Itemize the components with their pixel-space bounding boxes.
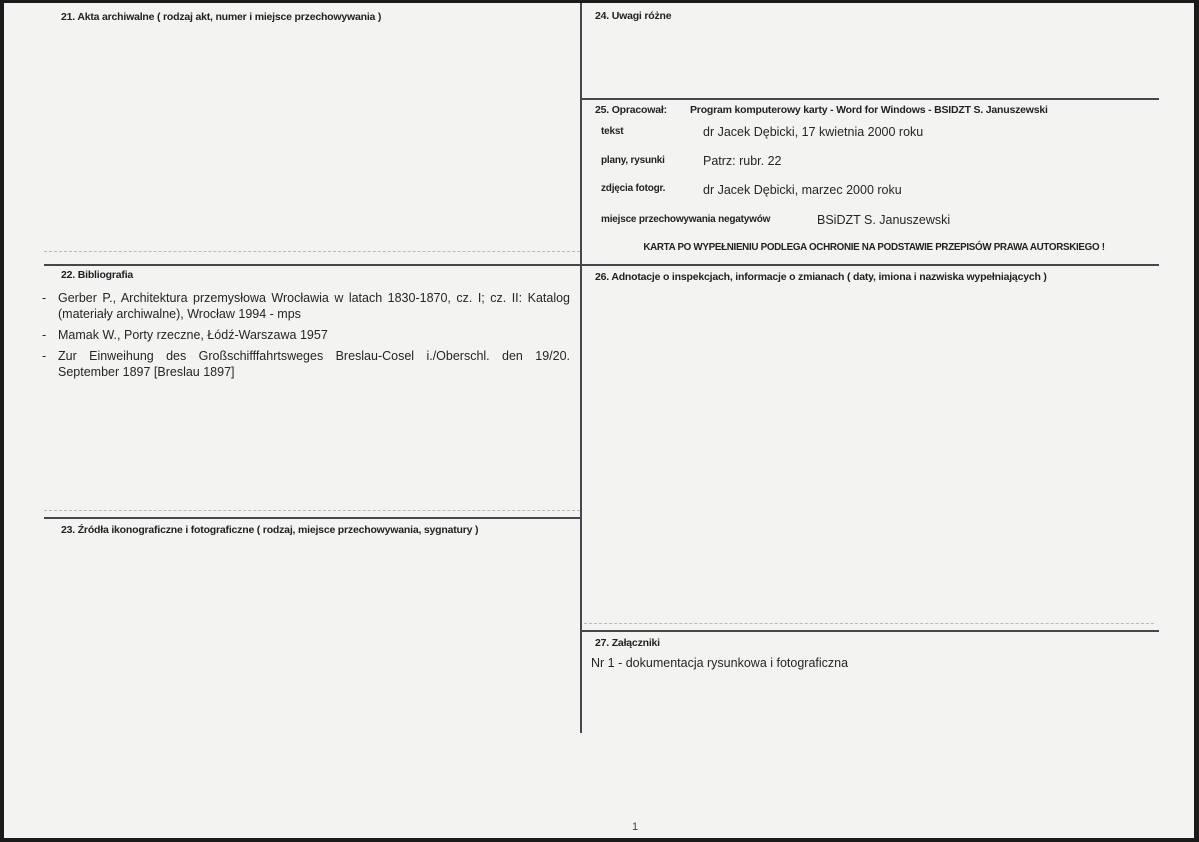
bibliography-item — [42, 348, 570, 380]
dotted-rule — [44, 251, 580, 252]
divider-22-23 — [44, 517, 582, 519]
row-label-negatywy: miejsce przechowywania negatywów — [601, 214, 771, 225]
section-25-program: Program komputerowy karty - Word for Windows - BSIDZT S. Januszewski — [690, 104, 1048, 116]
section-25-title: 25. Opracował: — [595, 104, 667, 116]
bibliography-item — [42, 327, 570, 343]
list-dash: - — [42, 328, 47, 342]
bibliography-text: Mamak W., Porty rzeczne, Łódź-Warszawa 1957 — [58, 328, 328, 342]
bibliography-text: Gerber P., Architektura przemysłowa Wrocławia w latach 1830-1870, cz. I; cz. II: Katalog (materiały archiwalne), Wrocław 1994 - mps — [58, 291, 570, 321]
bibliography-item — [42, 290, 570, 322]
dotted-rule — [44, 510, 580, 511]
section-21-title: 21. Akta archiwalne ( rodzaj akt, numer i miejsce przechowywania ) — [61, 11, 382, 23]
section-27-text: Nr 1 - dokumentacja rysunkowa i fotograficzna — [591, 656, 849, 670]
row-label-tekst: tekst — [601, 126, 624, 137]
row-value-zdjecia: dr Jacek Dębicki, marzec 2000 roku — [703, 183, 902, 197]
bibliography-text: Zur Einweihung des Großschifffahrtsweges Breslau-Cosel i./Oberschl. den 19/20. September 1897 [Breslau 1897] — [58, 349, 570, 379]
section-26-title: 26. Adnotacje o inspekcjach, informacje o zmianach ( daty, imiona i nazwiska wypełniających ) — [595, 271, 1047, 283]
copyright-notice: KARTA PO WYPEŁNIENIU PODLEGA OCHRONIE NA PODSTAWIE PRZEPISÓW PRAWA AUTORSKIEGO ! — [643, 242, 1105, 253]
row-label-zdjecia: zdjęcia fotogr. — [601, 183, 666, 194]
section-24-title: 24. Uwagi różne — [595, 10, 672, 22]
divider-24-25 — [582, 98, 1159, 100]
dotted-rule — [584, 623, 1154, 624]
section-22-title: 22. Bibliografia — [61, 269, 134, 281]
section-23-title: 23. Źródła ikonograficzne i fotograficzne ( rodzaj, miejsce przechowywania, sygnatury ) — [61, 524, 479, 536]
row-label-plany: plany, rysunki — [601, 155, 665, 166]
divider-26-27 — [582, 630, 1159, 632]
list-dash: - — [42, 349, 47, 363]
divider-21-22 — [44, 264, 1159, 266]
inventory-card — [4, 3, 1194, 838]
center-divider — [580, 3, 582, 733]
row-value-plany: Patrz: rubr. 22 — [703, 154, 782, 168]
list-dash: - — [42, 291, 47, 305]
row-value-negatywy: BSiDZT S. Januszewski — [817, 213, 951, 227]
bibliography-list — [42, 290, 570, 385]
page-mark: 1 — [632, 821, 639, 833]
row-value-tekst: dr Jacek Dębicki, 17 kwietnia 2000 roku — [703, 125, 924, 139]
section-27-title: 27. Załączniki — [595, 637, 660, 649]
